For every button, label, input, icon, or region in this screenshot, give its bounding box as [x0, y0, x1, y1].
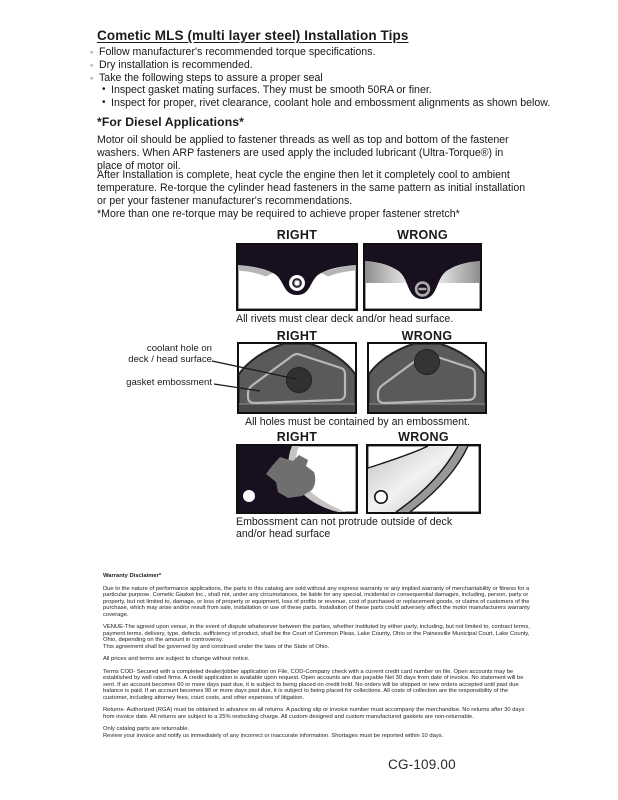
disclaimer-paragraph: This agreement shall be governed by and construed under the laws of the State of Ohio.	[103, 643, 330, 650]
diagram-rivet-right	[236, 243, 358, 311]
list-item	[102, 97, 550, 110]
list-item	[90, 46, 550, 59]
diesel-paragraph: Motor oil should be applied to fastener threads as well as top and bottom of the fastener washers. When ARP fasteners are used apply the included lubricant (Ultra-Torque®) in place of motor oil.	[97, 134, 509, 172]
disclaimer-paragraph: Terms COD- Secured with a completed dealer/jobber application on File, COD-Company check with a current credit card number on file. Open accounts may be established by well rated firms. A credit application is available upon request. Open accounts are due payable Net 30 days from date of invoice. No statement will be sent. If an account becomes 60 or more days past due, it is subject to being placed on credit hold. No orders will be shipped or new orders accepted until past due balance is paid. If an account becomes 90 or more days past due, it is subject to being placed for collections. All costs of collection are the responsibility of the customer, including attorney fees, court costs, and other expenses of litigation.	[103, 668, 524, 701]
diesel-applications-heading: *For Diesel Applications*	[97, 115, 244, 129]
page-number: CG-109.00	[388, 757, 456, 772]
disclaimer-paragraph: All prices and terms are subject to change without notice.	[103, 656, 250, 662]
wrong-label: WRONG	[401, 329, 453, 343]
disclaimer-heading: Warranty Disclaimer*	[103, 573, 162, 579]
disclaimer-paragraph: Review your invoice and notify us immediately of any incorrect or inaccurate information. Shortages must be reported within 10 days.	[103, 732, 444, 739]
diesel-paragraph: After Installation is complete, heat cycle the engine then let it completely cool to ambient temperature. Re-torque the cylinder head fasteners in the same pattern as initial installation or per your fastener manufacturer's recommendations.	[97, 169, 526, 207]
row1-caption: All rivets must clear deck and/or head surface.	[236, 313, 454, 325]
list-item	[90, 72, 550, 85]
disclaimer-paragraph: Returns- Authorized (RGA) must be obtained in advance on all returns. A packing slip or invoice number must accompany the merchandise. No returns after 30 days from invoice date. All returns are subject to a 25% restocking charge. All custom designed and custom manufactured gaskets are non-returnable.	[103, 707, 525, 720]
diagram-embossment-wrong	[367, 342, 487, 414]
diagram-embossment-right	[237, 342, 357, 414]
right-label: RIGHT	[276, 430, 318, 444]
right-label: RIGHT	[276, 228, 318, 242]
wrong-label: WRONG	[398, 430, 449, 444]
page-title: Cometic MLS (multi layer steel) Installation Tips	[97, 28, 409, 43]
coolant-hole-annotation: coolant hole on deck / head surface	[128, 343, 212, 365]
list-item	[102, 84, 550, 97]
diagram-protrusion-right	[236, 444, 358, 514]
list-item-text: Dry installation is recommended.	[99, 58, 253, 71]
list-item-text: Inspect for proper, rivet clearance, coolant hole and embossment alignments as shown below.	[111, 97, 551, 110]
list-item-text: Take the following steps to assure a proper seal	[99, 71, 323, 84]
installation-tips-list	[90, 46, 550, 110]
disclaimer-paragraph: Only catalog parts are returnable.	[103, 726, 190, 732]
diagram-protrusion-wrong	[366, 444, 481, 514]
wrong-label: WRONG	[397, 228, 448, 242]
circle-bullet-icon: ◦	[90, 72, 94, 83]
retorque-note: *More than one re-torque may be required to achieve proper fastener stretch*	[97, 208, 460, 220]
diagram-rivet-wrong	[363, 243, 482, 311]
disclaimer-paragraph: Due to the nature of performance applications, the parts in this catalog are sold without any express warranty or any implied warranty of merchantability or fitness for a particular purpose. Cometic Gasket Inc., shall not, under any circumstances, be liable for any special, incidental or consequential damages, including, person, party or property, but not limited to, damage, or loss of property or equipment, loss of profits or revenue, cost of purchased or replacement goods, or claims of customers of the purchase, which may arise and/or result from sale, installation or use of these parts. Installation of these parts could adversely affect the motor manufacturers warranty coverage.	[103, 585, 530, 618]
list-item	[90, 59, 550, 72]
gasket-embossment-annotation: gasket embossment	[126, 377, 212, 388]
circle-bullet-icon: ◦	[90, 59, 94, 70]
list-item-text: Inspect gasket mating surfaces. They must be smooth 50RA or finer.	[111, 84, 432, 97]
circle-bullet-icon: ◦	[90, 47, 94, 57]
row3-caption: Embossment can not protrude outside of deck and/or head surface	[236, 516, 453, 540]
warranty-disclaimer	[103, 573, 530, 745]
list-item-text: Follow manufacturer's recommended torque specifications.	[99, 46, 376, 58]
dot-bullet-icon: •	[102, 97, 106, 109]
disclaimer-paragraph: VENUE-The agreed upon venue, in the event of dispute whatsoever between the parties, whether instituted by either party, including, but not limited to, contract terms, payment terms, delivery, type, defects, sufficiency of product, shall be the Court of Common Pleas, Lake County, Ohio or the Painesville Municipal Court, Lake County, Ohio, depending on the amount in controversy.	[103, 624, 530, 643]
dot-bullet-icon: •	[102, 84, 106, 96]
row2-caption: All holes must be contained by an embossment.	[245, 416, 470, 428]
right-label: RIGHT	[276, 329, 318, 343]
